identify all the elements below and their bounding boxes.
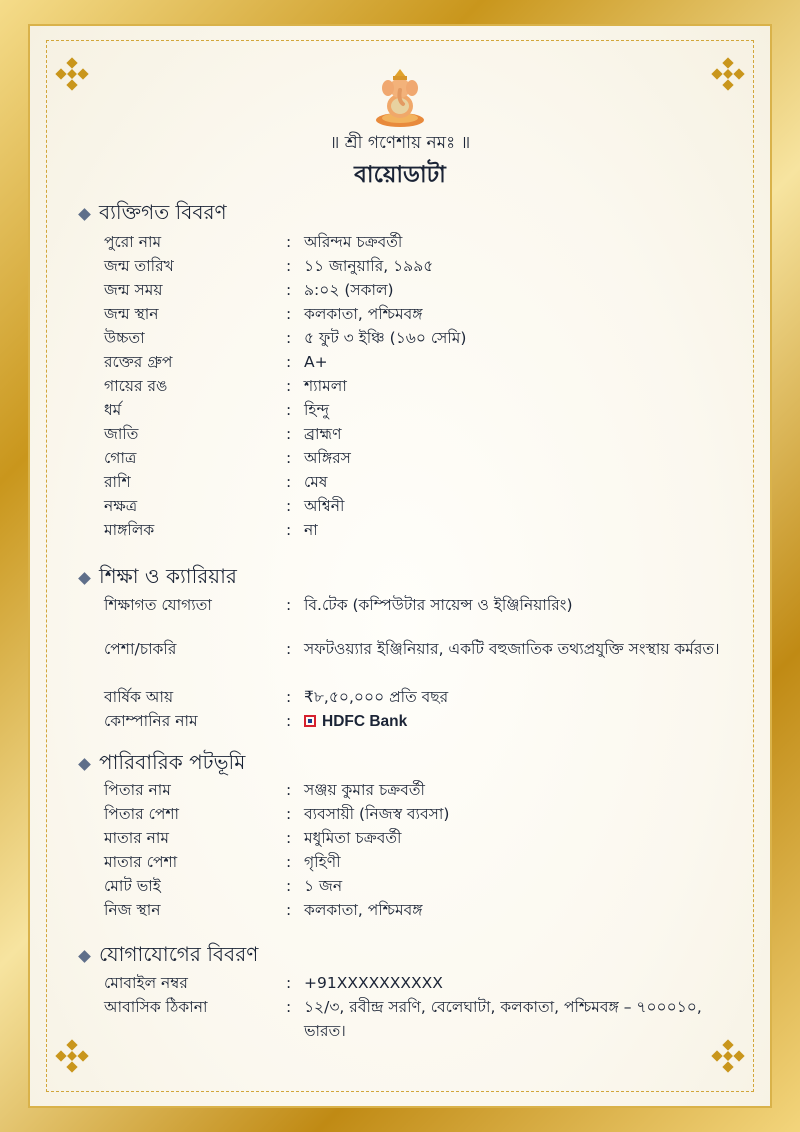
row-label: মোবাইল নম্বর [104, 974, 188, 992]
corner-ornament-icon [54, 1038, 90, 1074]
row-value: কলকাতা, পশ্চিমবঙ্গ [304, 305, 423, 323]
corner-ornament-icon [710, 56, 746, 92]
row-colon: : [286, 998, 292, 1016]
row-label: বার্ষিক আয় [104, 688, 174, 706]
row-colon: : [286, 640, 292, 658]
section-heading-text: শিক্ষা ও ক্যারিয়ার [99, 564, 237, 588]
row-colon: : [286, 305, 292, 323]
detail-row-birth-date [0, 254, 800, 278]
section-heading-personal [80, 198, 227, 231]
row-label: মোট ভাই [104, 877, 161, 895]
row-colon: : [286, 329, 292, 347]
row-label: আবাসিক ঠিকানা [104, 998, 208, 1016]
row-value: অঙ্গিরস [304, 449, 351, 467]
row-colon: : [286, 497, 292, 515]
row-colon: : [286, 401, 292, 419]
personal-details-list [0, 230, 800, 542]
row-colon: : [286, 688, 292, 706]
detail-row-religion [0, 398, 800, 422]
invocation-text: ॥ শ্রী গণেশায় নমঃ ॥ [329, 133, 471, 153]
row-label: উচ্চতা [104, 329, 145, 347]
row-colon: : [286, 853, 292, 871]
detail-row-education [0, 593, 800, 637]
corner-ornament-icon [54, 56, 90, 92]
detail-row-native-place [0, 898, 800, 922]
detail-row-address [0, 995, 800, 1043]
row-value: বি.টেক (কম্পিউটার সায়েন্স ও ইঞ্জিনিয়ারিং) [304, 596, 573, 614]
detail-row-caste [0, 422, 800, 446]
row-label: জন্ম সময় [104, 281, 163, 299]
row-colon: : [286, 449, 292, 467]
row-label: পিতার নাম [104, 781, 171, 799]
detail-row-father-name [0, 778, 800, 802]
detail-row-gotra [0, 446, 800, 470]
detail-row-profession [0, 637, 800, 685]
row-label: গোত্র [104, 449, 137, 467]
row-value: গৃহিণী [304, 853, 341, 871]
row-label: ধর্ম [104, 401, 122, 419]
row-colon: : [286, 712, 292, 730]
row-label: শিক্ষাগত যোগ্যতা [104, 596, 212, 614]
row-colon: : [286, 901, 292, 919]
section-heading-text: পারিবারিক পটভূমি [99, 750, 246, 774]
row-label: পুরো নাম [104, 233, 162, 251]
diamond-bullet-icon [78, 758, 91, 771]
row-label: মাতার পেশা [104, 853, 178, 871]
row-label: জন্ম তারিখ [104, 257, 174, 275]
section-heading-career [80, 562, 237, 595]
row-label: কোম্পানির নাম [104, 712, 198, 730]
row-value: মধুমিতা চক্রবর্তী [304, 829, 402, 847]
row-value: ৯:০২ (সকাল) [304, 281, 394, 299]
diamond-bullet-icon [78, 950, 91, 963]
detail-row-complexion [0, 374, 800, 398]
page-title: বায়োডাটা [354, 162, 446, 188]
diamond-bullet-icon [78, 208, 91, 221]
row-value: কলকাতা, পশ্চিমবঙ্গ [304, 901, 423, 919]
row-label: পিতার পেশা [104, 805, 180, 823]
row-value: অশ্বিনী [304, 497, 345, 515]
row-colon: : [286, 781, 292, 799]
row-colon: : [286, 353, 292, 371]
row-value: A+ [304, 353, 328, 371]
detail-row-blood-group [0, 350, 800, 374]
row-label: রাশি [104, 473, 131, 491]
row-value: হিন্দু [304, 401, 330, 419]
row-label: নিজ স্থান [104, 901, 161, 919]
row-colon: : [286, 425, 292, 443]
ganesha-icon [368, 66, 432, 130]
row-colon: : [286, 596, 292, 614]
row-value: অরিন্দম চক্রবর্তী [304, 233, 403, 251]
company-name: HDFC Bank [322, 713, 408, 730]
detail-row-mobile [0, 971, 800, 995]
detail-row-brothers [0, 874, 800, 898]
row-value: ₹৮,৫০,০০০ প্রতি বছর [304, 688, 449, 706]
row-value: ব্রাহ্মণ [304, 425, 342, 443]
row-value: ১ জন [304, 877, 343, 895]
row-colon: : [286, 829, 292, 847]
corner-ornament-icon [710, 1038, 746, 1074]
row-value: +91XXXXXXXXXX [304, 974, 443, 992]
row-colon: : [286, 281, 292, 299]
section-heading-family [80, 748, 245, 781]
detail-row-father-occupation [0, 802, 800, 826]
detail-row-nakshatra [0, 494, 800, 518]
row-colon: : [286, 233, 292, 251]
row-value: ১২/৩, রবীন্দ্র সরণি, বেলেঘাটা, কলকাতা, পশ্চিমবঙ্গ – ৭০০০১০, ভারত। [304, 998, 702, 1040]
row-value: না [304, 521, 318, 539]
section-heading-text: যোগাযোগের বিবরণ [99, 942, 259, 966]
detail-row-company [0, 709, 800, 733]
section-heading-contact [80, 940, 258, 973]
detail-row-mother-occupation [0, 850, 800, 874]
row-label: পেশা/চাকরি [104, 640, 177, 658]
row-colon: : [286, 473, 292, 491]
detail-row-birth-place [0, 302, 800, 326]
contact-details-list [0, 971, 800, 1043]
detail-row-birth-time [0, 278, 800, 302]
row-label: মাঙ্গলিক [104, 521, 155, 539]
row-value: মেষ [304, 473, 328, 491]
row-value: সঞ্জয় কুমার চক্রবর্তী [304, 781, 425, 799]
row-label: রক্তের গ্রুপ [104, 353, 173, 371]
row-colon: : [286, 805, 292, 823]
row-colon: : [286, 877, 292, 895]
row-value: সফটওয়্যার ইঞ্জিনিয়ার, একটি বহুজাতিক তথ্যপ্রযুক্তি সংস্থায় কর্মরত। [304, 640, 720, 658]
section-heading-text: ব্যক্তিগত বিবরণ [99, 200, 227, 224]
detail-row-mother-name [0, 826, 800, 850]
row-label: গায়ের রঙ [104, 377, 168, 395]
detail-row-full-name [0, 230, 800, 254]
diamond-bullet-icon [78, 572, 91, 585]
row-colon: : [286, 257, 292, 275]
detail-row-height [0, 326, 800, 350]
row-value: ব্যবসায়ী (নিজস্ব ব্যবসা) [304, 805, 450, 823]
detail-row-rashi [0, 470, 800, 494]
row-value [304, 709, 734, 734]
row-label: জাতি [104, 425, 139, 443]
career-details-list [0, 593, 800, 733]
row-value: ৫ ফুট ৩ ইঞ্চি (১৬০ সেমি) [304, 329, 467, 347]
hdfc-bank-logo-icon [304, 715, 316, 727]
row-value: শ্যামলা [304, 377, 347, 395]
row-value: ১১ জানুয়ারি, ১৯৯৫ [304, 257, 434, 275]
detail-row-manglik [0, 518, 800, 542]
row-colon: : [286, 521, 292, 539]
row-label: জন্ম স্থান [104, 305, 159, 323]
row-label: নক্ষত্র [104, 497, 138, 515]
row-colon: : [286, 377, 292, 395]
row-label: মাতার নাম [104, 829, 170, 847]
row-colon: : [286, 974, 292, 992]
detail-row-income [0, 685, 800, 709]
family-details-list [0, 778, 800, 922]
